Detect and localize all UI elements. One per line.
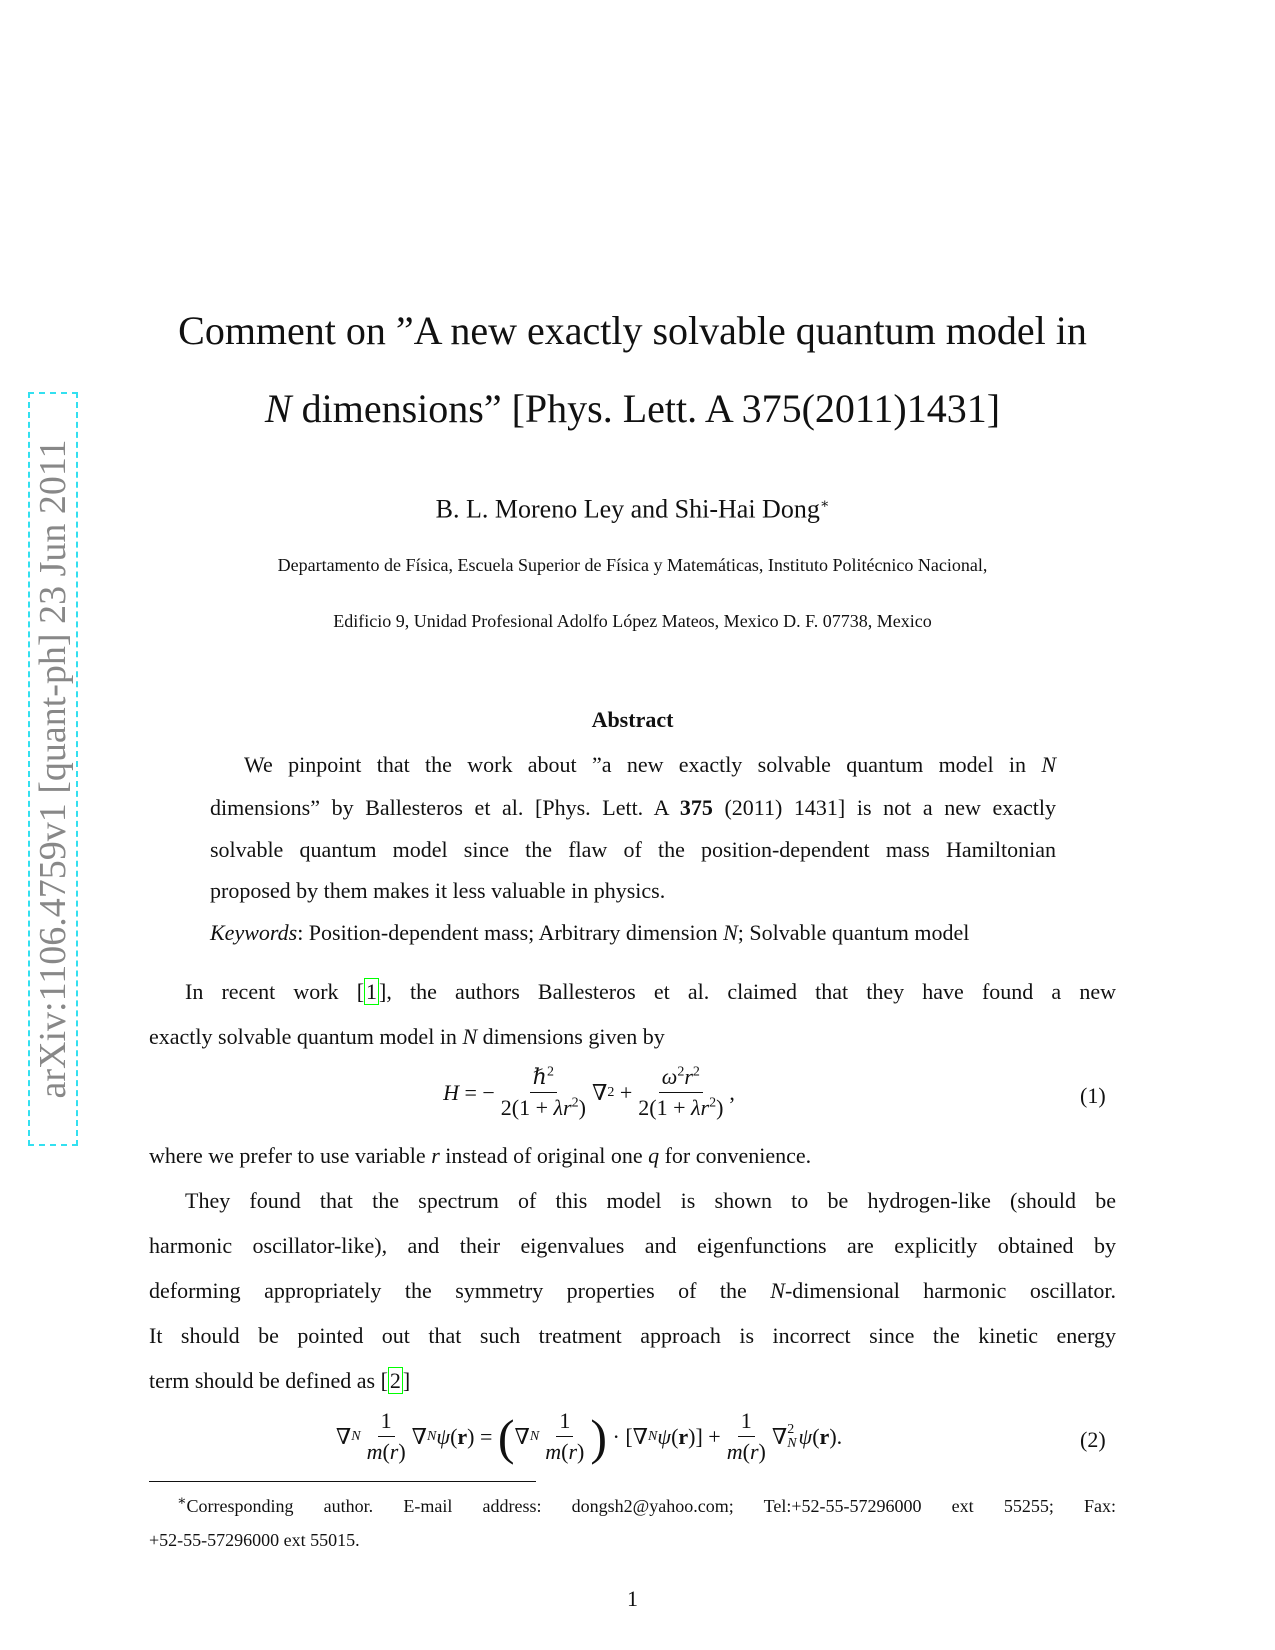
arxiv-sidebar bbox=[28, 392, 78, 1146]
equation-1-row bbox=[149, 1064, 1029, 1121]
body-line bbox=[149, 1278, 1116, 1304]
var: N bbox=[462, 1024, 478, 1049]
var: N bbox=[723, 920, 738, 945]
text: ; Solvable quantum model bbox=[737, 920, 970, 945]
text: term should be defined as bbox=[149, 1368, 381, 1393]
keywords-label: Keywords bbox=[210, 920, 298, 945]
equation-number: (1) bbox=[1080, 1083, 1106, 1108]
authors bbox=[149, 490, 1116, 525]
var: N bbox=[1041, 752, 1056, 777]
equation-2-row bbox=[149, 1408, 1029, 1465]
footnote-line bbox=[149, 1489, 1116, 1519]
text: dimensions” by Ballesteros et al. [Phys. Lett. A bbox=[210, 795, 680, 820]
body-line: They found that the spectrum of this model is shown to be hydrogen-like (should be bbox=[185, 1188, 1116, 1213]
var: r bbox=[431, 1143, 440, 1168]
footnote-rule bbox=[149, 1481, 536, 1482]
page-number: 1 bbox=[627, 1586, 638, 1611]
affiliation-line1: Departamento de Física, Escuela Superior de Física y Matemáticas, Instituto Politécnico Nacional, bbox=[277, 555, 988, 575]
arxiv-id: arXiv:1106.4759v1 [quant-ph] 23 Jun 2011 bbox=[32, 439, 74, 1099]
equation-1: H = − $\frac{\hbar^2}{2(1 + \lambda r^2)}$ ∇ 2 + $\frac{\omega^2r^2}{2(1 + \lambda r^2)}$ , bbox=[443, 1064, 735, 1120]
paper-title-line1: Comment on ”A new exactly solvable quantum model in bbox=[178, 308, 1087, 353]
author-footnote-mark: ∗ bbox=[819, 497, 830, 512]
text: (2011) 1431] is not a new exactly bbox=[712, 795, 1056, 820]
footnote-line: +52-55-57296000 ext 55015. bbox=[149, 1530, 360, 1550]
text: We pinpoint that the work about ”a new exactly solvable quantum model in bbox=[244, 752, 1042, 777]
body-line: In recent work [1], the authors Ballesteros et al. claimed that they have found a new bbox=[185, 979, 1116, 1004]
abstract-heading: Abstract bbox=[591, 707, 674, 732]
author-names: B. L. Moreno Ley and Shi-Hai Dong bbox=[435, 494, 820, 524]
volume: 375 bbox=[679, 795, 713, 820]
abstract-line bbox=[210, 752, 1056, 778]
body-line bbox=[149, 1024, 1116, 1050]
text: where we prefer to use variable bbox=[149, 1143, 432, 1168]
body-line: term should be defined as [2] bbox=[149, 1368, 411, 1393]
text: : Position-dependent mass; Arbitrary dimension bbox=[297, 920, 724, 945]
body-line: It should be pointed out that such treatment approach is incorrect since the kinetic energy bbox=[149, 1323, 1116, 1348]
text: Corresponding author. E-mail address: dongsh2@yahoo.com; Tel:+52-55-57296000 ext 55255; Fax: bbox=[186, 1496, 1116, 1516]
paper-title-line2 bbox=[149, 386, 1116, 432]
text: for convenience. bbox=[659, 1143, 812, 1168]
text: In recent work bbox=[185, 979, 357, 1004]
citation-link[interactable]: 2 bbox=[389, 1368, 401, 1393]
title-rest: dimensions” [Phys. Lett. A 375(2011)1431] bbox=[291, 386, 1001, 431]
text: , the authors Ballesteros et al. claimed that they have found a new bbox=[386, 979, 1116, 1004]
abstract-line: proposed by them makes it less valuable in physics. bbox=[210, 878, 666, 903]
text: exactly solvable quantum model in bbox=[149, 1024, 463, 1049]
abstract-line: solvable quantum model since the flaw of the position-dependent mass Hamiltonian bbox=[210, 837, 1056, 862]
affiliation-line2: Edificio 9, Unidad Profesional Adolfo López Mateos, Mexico D. F. 07738, Mexico bbox=[333, 611, 932, 631]
title-var: N bbox=[264, 386, 292, 431]
text: instead of original one bbox=[439, 1143, 649, 1168]
citation-link[interactable]: 1 bbox=[366, 979, 378, 1004]
var: q bbox=[648, 1143, 660, 1168]
abstract-line bbox=[210, 795, 1056, 821]
body-line: harmonic oscillator-like), and their eigenvalues and eigenfunctions are explicitly obtained by bbox=[149, 1233, 1116, 1258]
text: -dimensional harmonic oscillator. bbox=[784, 1278, 1116, 1303]
keywords bbox=[210, 920, 1056, 946]
text: deforming appropriately the symmetry properties of the bbox=[149, 1278, 771, 1303]
var: N bbox=[770, 1278, 785, 1303]
equation-2: ∇ N $\frac{1}{m(r)}$ ∇ N ψ ( r ) = ( ∇ N $\frac{1}{m(r)}$ ) · [∇ N ψ ( r )] + $\frac{1}{m(r)}$ ∇ 2 N ψ ( r ). bbox=[335, 1408, 843, 1465]
footnote-mark: ∗ bbox=[177, 1494, 187, 1509]
body-line bbox=[149, 1143, 1116, 1169]
equation-number: (2) bbox=[1080, 1427, 1106, 1452]
text: dimensions given by bbox=[477, 1024, 665, 1049]
